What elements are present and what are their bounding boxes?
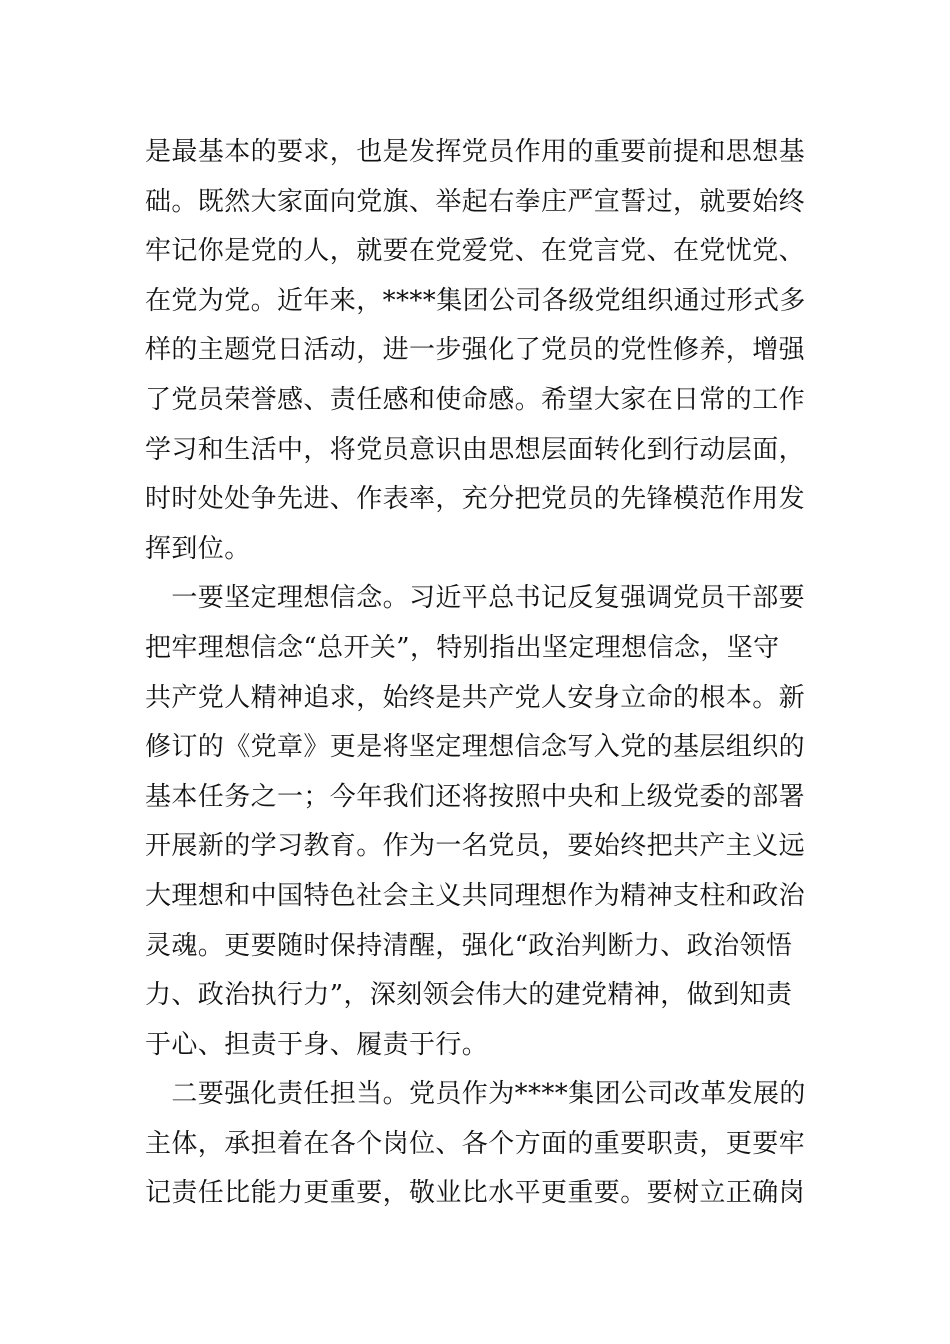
text-line: 一要坚定理想信念。习近平总书记反复强调党员干部要 — [145, 583, 806, 614]
text-line: 记责任比能力更重要，敬业比水平更重要。要树立正确岗 — [145, 1178, 806, 1209]
text-line: 二要强化责任担当。党员作为****集团公司改革发展的 — [145, 1079, 806, 1110]
text-line: 修订的《党章》更是将坚定理想信念写入党的基层组织的 — [145, 732, 806, 763]
text-line: 力、政治执行力”，深刻领会伟大的建党精神，做到知责 — [145, 980, 793, 1011]
text-line: 开展新的学习教育。作为一名党员，要始终把共产主义远 — [145, 831, 806, 862]
text-line: 挥到位。 — [145, 533, 251, 564]
text-line: 在党为党。近年来，****集团公司各级党组织通过形式多 — [145, 285, 806, 316]
text-line: 牢记你是党的人，就要在党爱党、在党言党、在党忧党、 — [145, 236, 806, 267]
body-text — [145, 128, 811, 1219]
text-line: 基本任务之一；今年我们还将按照中央和上级党委的部署 — [145, 781, 806, 812]
text-line: 是最基本的要求，也是发挥党员作用的重要前提和思想基 — [145, 137, 806, 167]
text-line: 大理想和中国特色社会主义共同理想作为精神支柱和政治 — [145, 880, 806, 911]
text-line: 于心、担责于身、履责于行。 — [145, 1029, 489, 1060]
text-line: 灵魂。更要随时保持清醒，强化“政治判断力、政治领悟 — [145, 930, 793, 961]
text-line: 把牢理想信念“总开关”，特别指出坚定理想信念，坚守 — [145, 632, 780, 663]
text-line: 主体，承担着在各个岗位、各个方面的重要职责，更要牢 — [145, 1128, 806, 1159]
text-line: 共产党人精神追求，始终是共产党人安身立命的根本。新 — [145, 682, 806, 713]
text-line: 了党员荣誉感、责任感和使命感。希望大家在日常的工作 — [145, 384, 806, 415]
text-line: 础。既然大家面向党旗、举起右拳庄严宣誓过，就要始终 — [145, 186, 806, 217]
text-line: 样的主题党日活动，进一步强化了党员的党性修养，增强 — [145, 335, 806, 366]
text-line: 时时处处争先进、作表率，充分把党员的先锋模范作用发 — [145, 484, 806, 515]
text-line: 学习和生活中，将党员意识由思想层面转化到行动层面， — [145, 434, 806, 465]
